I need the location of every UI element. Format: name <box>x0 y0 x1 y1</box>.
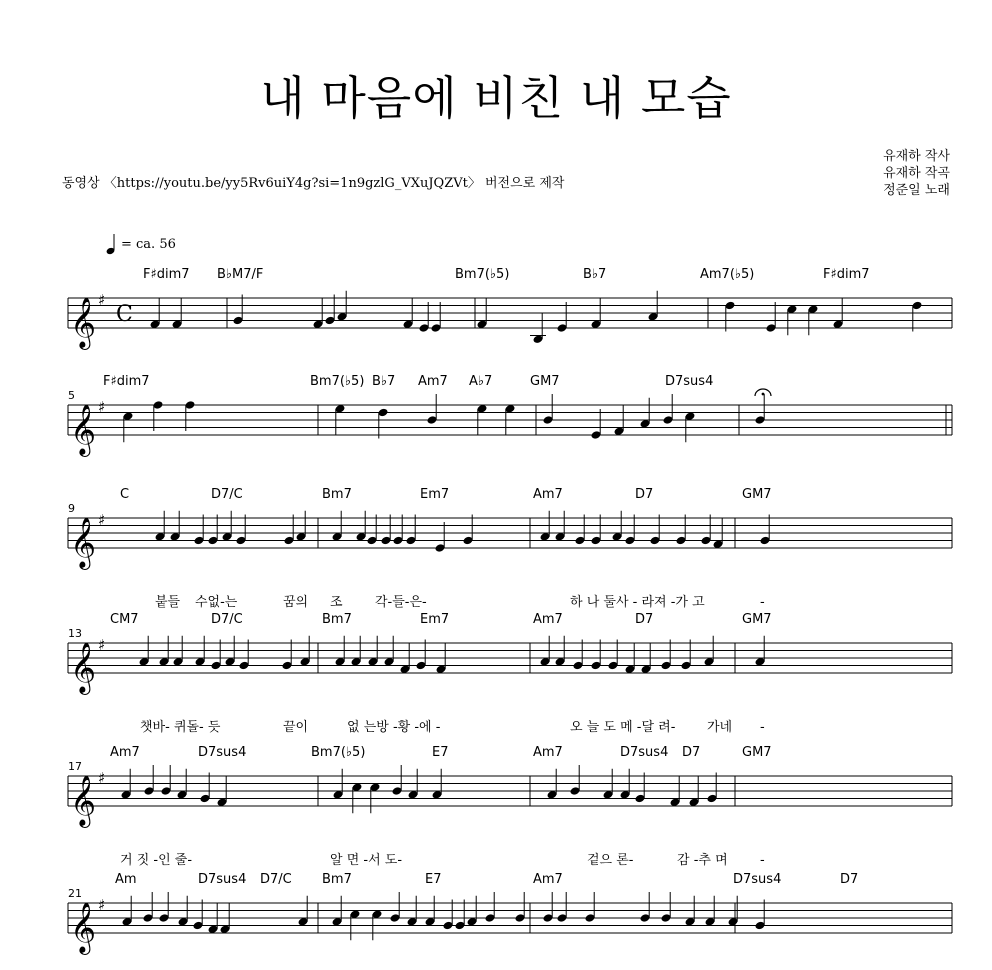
key-signature-sharp-icon: ♯ <box>98 511 106 529</box>
treble-clef-icon: 𝄞 <box>70 642 97 693</box>
page-title: 내 마음에 비친 내 모습 <box>260 71 732 125</box>
chord-symbol: Bm7(♭5) <box>311 745 366 760</box>
lyric-syllable: 가네 <box>707 720 733 735</box>
chord-symbol: GM7 <box>742 612 772 627</box>
lyric-syllable: 알 면 -서 도- <box>330 853 403 868</box>
chord-symbol: F♯dim7 <box>823 267 870 282</box>
treble-clef-icon: 𝄞 <box>70 775 97 826</box>
measure-number: 21 <box>68 887 82 900</box>
chord-symbol: Bm7(♭5) <box>310 374 365 389</box>
lyric-syllable: - <box>760 595 765 610</box>
treble-clef-icon: 𝄞 <box>70 404 97 455</box>
chord-symbol: Am7(♭5) <box>700 267 755 282</box>
chord-symbol: C <box>120 487 130 502</box>
chord-symbol: Bm7 <box>322 612 352 627</box>
chord-symbol: D7 <box>635 612 654 627</box>
chord-symbol: Em7 <box>420 612 450 627</box>
key-signature-sharp-icon: ♯ <box>98 769 106 787</box>
lyric-syllable: 거 짓 -인 줄- <box>120 853 193 868</box>
lyric-syllable: 없 는방 -황 -에 - <box>347 720 441 735</box>
lyric-syllable: 각-들-은- <box>375 595 427 610</box>
chord-symbol: Em7 <box>420 487 450 502</box>
key-signature-sharp-icon: ♯ <box>98 896 106 914</box>
chord-symbol: Bm7 <box>322 872 352 887</box>
chord-symbol: D7sus4 <box>198 872 247 887</box>
lyric-syllable: 꿈의 <box>283 595 309 610</box>
lyric-syllable: 감 -추 며 <box>677 853 728 868</box>
chord-symbol: D7 <box>840 872 859 887</box>
lyric-syllable: 조 <box>330 595 343 610</box>
chord-symbol: Am7 <box>533 612 563 627</box>
source-note: 동영상 〈https://youtu.be/yy5Rv6uiY4g?si=1n9gzlG_VXuJQZVt〉 버전으로 제작 <box>62 176 565 191</box>
chord-symbol: Am7 <box>110 745 140 760</box>
chord-symbol: GM7 <box>742 487 772 502</box>
credit-composer: 유재하 작곡 <box>883 166 950 181</box>
chord-symbol: D7sus4 <box>665 374 714 389</box>
time-signature: C <box>116 302 133 327</box>
lyric-syllable: 챗바- 퀴돌- 듯 <box>140 720 221 735</box>
credit-singer: 정준일 노래 <box>883 183 950 198</box>
chord-symbol: Am7 <box>418 374 448 389</box>
chord-symbol: E7 <box>425 872 442 887</box>
chord-symbol: D7/C <box>211 612 243 627</box>
lyric-syllable: 겉으 론- <box>587 853 634 868</box>
key-signature-sharp-icon: ♯ <box>98 398 106 416</box>
lyric-syllable: 하 나 둘사 - 라져 -가 고 <box>570 595 705 610</box>
lyric-syllable: 수없-는 <box>195 595 238 610</box>
chord-symbol: Am7 <box>533 745 563 760</box>
credit-lyricist: 유재하 작사 <box>883 149 950 164</box>
chord-symbol: Am <box>115 872 137 887</box>
measure-number: 5 <box>68 389 75 402</box>
lyric-syllable: 끝이 <box>283 720 309 735</box>
key-signature-sharp-icon: ♯ <box>98 636 106 654</box>
chord-symbol: GM7 <box>530 374 560 389</box>
key-signature-sharp-icon: ♯ <box>98 291 106 309</box>
chord-symbol: B♭M7/F <box>217 267 264 282</box>
chord-symbol: CM7 <box>110 612 139 627</box>
treble-clef-icon: 𝄞 <box>70 297 97 348</box>
chord-symbol: D7sus4 <box>733 872 782 887</box>
chord-symbol: D7/C <box>260 872 292 887</box>
chord-symbol: Bm7(♭5) <box>455 267 510 282</box>
chord-symbol: B♭7 <box>583 267 607 282</box>
fermata-dot <box>762 393 765 396</box>
measure-number: 17 <box>68 760 82 773</box>
lyric-syllable: - <box>760 853 765 868</box>
chord-symbol: Am7 <box>533 487 563 502</box>
tempo-text: = ca. 56 <box>121 236 176 252</box>
chord-symbol: Am7 <box>533 872 563 887</box>
chord-symbol: D7 <box>635 487 654 502</box>
measure-number: 13 <box>68 627 82 640</box>
treble-clef-icon: 𝄞 <box>70 902 97 953</box>
chord-symbol: B♭7 <box>372 374 396 389</box>
measure-number: 9 <box>68 502 75 515</box>
treble-clef-icon: 𝄞 <box>70 517 97 568</box>
chord-symbol: D7sus4 <box>198 745 247 760</box>
chord-symbol: D7sus4 <box>620 745 669 760</box>
chord-symbol: Bm7 <box>322 487 352 502</box>
chord-symbol: F♯dim7 <box>103 374 150 389</box>
chord-symbol: E7 <box>432 745 449 760</box>
chord-symbol: F♯dim7 <box>143 267 190 282</box>
lyric-syllable: 붙들 <box>155 595 181 610</box>
lyric-syllable: - <box>760 720 765 735</box>
chord-symbol: GM7 <box>742 745 772 760</box>
chord-symbol: D7/C <box>211 487 243 502</box>
chord-symbol: A♭7 <box>469 374 493 389</box>
chord-symbol: D7 <box>682 745 701 760</box>
lyric-syllable: 오 늘 도 메 -달 려- <box>570 720 676 735</box>
